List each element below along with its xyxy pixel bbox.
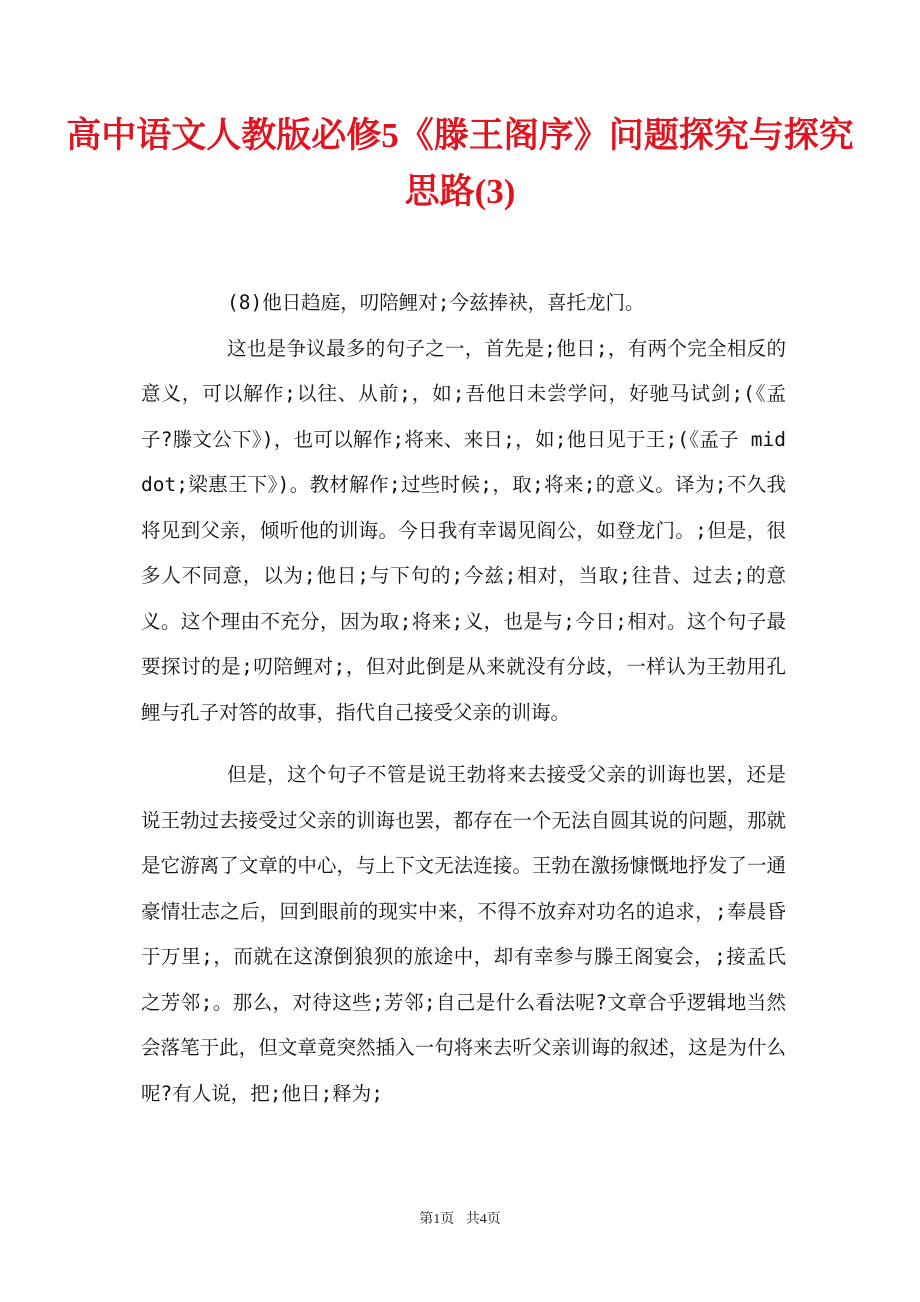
- paragraph-2: 这也是争议最多的句子之一，首先是;他日;，有两个完全相反的意义，可以解作;以往、从前;，如;吾他日未尝学问，好驰马试剑;(《孟子?滕文公下》)，也可以解作;将来、来日;，如;他日见于王;(《孟子 middot;梁惠王下》)。教材解作;过些时候;，取;将来;的意义。译为;不久我将见到父亲，倾听他的训诲。今日我有幸谒见阎公，如登龙门。;但是，很多人不同意，以为;他日;与下句的;今兹;相对，当取;往昔、过去;的意义。这个理由不充分，因为取;将来;义，也是与;今日;相对。这个句子最要探讨的是;叨陪鲤对;，但对此倒是从来就没有分歧，一样认为王勃用孔鲤与孔子对答的故事，指代自己接受父亲的训诲。: [141, 336, 786, 724]
- paragraph-3: 但是，这个句子不管是说王勃将来去接受父亲的训诲也罢，还是说王勃过去接受过父亲的训诲也罢，都存在一个无法自圆其说的问题，那就是它游离了文章的中心，与上下文无法连接。王勃在激扬慷慨地抒发了一通豪情壮志之后，回到眼前的现实中来，不得不放弃对功名的追求，;奉晨昏于万里;，而就在这潦倒狼狈的旅途中，却有幸参与滕王阁宴会，;接孟氏之芳邻;。那么，对待这些;芳邻;自己是什么看法呢?文章合乎逻辑地当然会落笔于此，但文章竟突然插入一句将来去听父亲训诲的叙述，这是为什么呢?有人说，把;他日;释为;: [141, 763, 786, 1105]
- paragraph-1: (8)他日趋庭，叨陪鲤对;今兹捧袂，喜托龙门。: [227, 291, 645, 314]
- page-total: 共4页: [465, 1212, 501, 1227]
- page-footer: [0, 1208, 920, 1228]
- page-number: 第1页: [419, 1212, 455, 1227]
- document-body: [141, 280, 786, 1116]
- document-title: 高中语文人教版必修5《滕王阁序》问题探究与探究思路(3): [66, 116, 854, 211]
